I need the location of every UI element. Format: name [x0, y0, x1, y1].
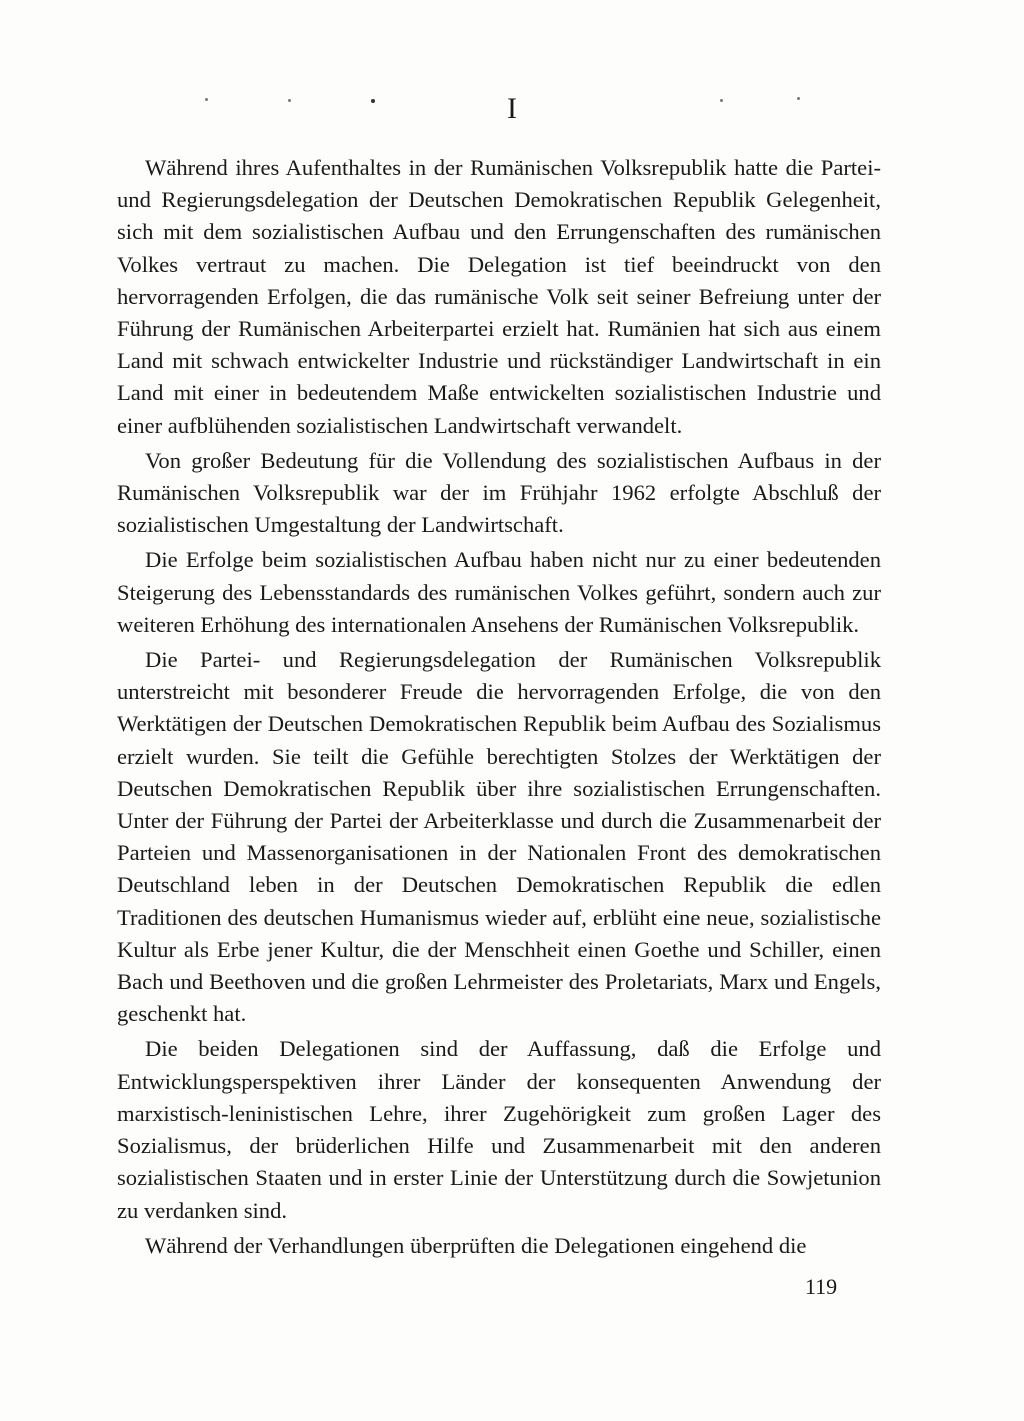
section-number: I — [507, 92, 517, 125]
paragraph: Von großer Bedeutung für die Vollendung des sozialistischen Aufbaus in der Rumänischen Volksrepublik war der im Frühjahr 1962 erfolgte Abschluß der sozialistischen Umgestaltung der Landwirtschaft. — [117, 447, 881, 538]
paragraph: Die beiden Delegationen sind der Auffassung, daß die Erfolge und Entwicklungsperspektiven ihrer Länder der konsequenten Anwendung der marxistisch-leninistischen Lehre, ihrer Zugehörigkeit zum großen Lager des Sozialismus, der brüderlichen Hilfe und Zusammenarbeit mit den anderen sozialistischen Staaten und in erster Linie der Unterstützung durch die Sowjetunion zu verdanken sind. — [117, 1036, 881, 1223]
page-number: 119 — [805, 1274, 838, 1299]
body-text — [117, 152, 881, 1265]
paragraph: Während ihres Aufenthaltes in der Rumänischen Volksrepublik hatte die Partei- und Regierungsdelegation der Deutschen Demokratischen Republik Gelegenheit, sich mit dem sozialistischen Aufbau und den Errungenschaften des rumänischen Volkes vertraut zu machen. Die Delegation ist tief beeindruckt von den hervorragenden Erfolgen, die das rumänische Volk seit seiner Befreiung unter der Führung der Rumänischen Arbeiterpartei erzielt hat. Rumänien hat sich aus einem Land mit schwach entwickelter Industrie und rückständiger Landwirtschaft in ein Land mit einer in bedeutendem Maße entwickelten sozialistischen Industrie und einer aufblühenden sozialistischen Landwirtschaft verwandelt. — [117, 155, 881, 438]
paragraph: Die Partei- und Regierungsdelegation der Rumänischen Volksrepublik unterstreicht mit besonderer Freude die hervorragenden Erfolge, die von den Werktätigen der Deutschen Demokratischen Republik beim Aufbau des Sozialismus erzielt wurden. Sie teilt die Gefühle berechtigten Stolzes der Werktätigen der Deutschen Demokratischen Republik über ihre sozialistischen Errungenschaften. Unter der Führung der Partei der Arbeiterklasse und durch die Zusammenarbeit der Parteien und Massenorganisationen in der Nationalen Front des demokratischen Deutschland leben in der Deutschen Demokratischen Republik die edlen Traditionen des deutschen Humanismus wieder auf, erblüht eine neue, sozialistische Kultur als Erbe jener Kultur, die der Menschheit einen Goethe und Schiller, einen Bach und Beethoven und die großen Lehrmeister des Proletariats, Marx und Engels, geschenkt hat. — [117, 647, 881, 1027]
paragraph: Die Erfolge beim sozialistischen Aufbau haben nicht nur zu einer bedeutenden Steigerung des Lebensstandards des rumänischen Volkes geführt, sondern auch zur weiteren Erhöhung des internationalen Ansehens der Rumänischen Volksrepublik. — [117, 547, 881, 637]
paragraph: Während der Verhandlungen überprüften die Delegationen eingehend die — [145, 1232, 807, 1258]
